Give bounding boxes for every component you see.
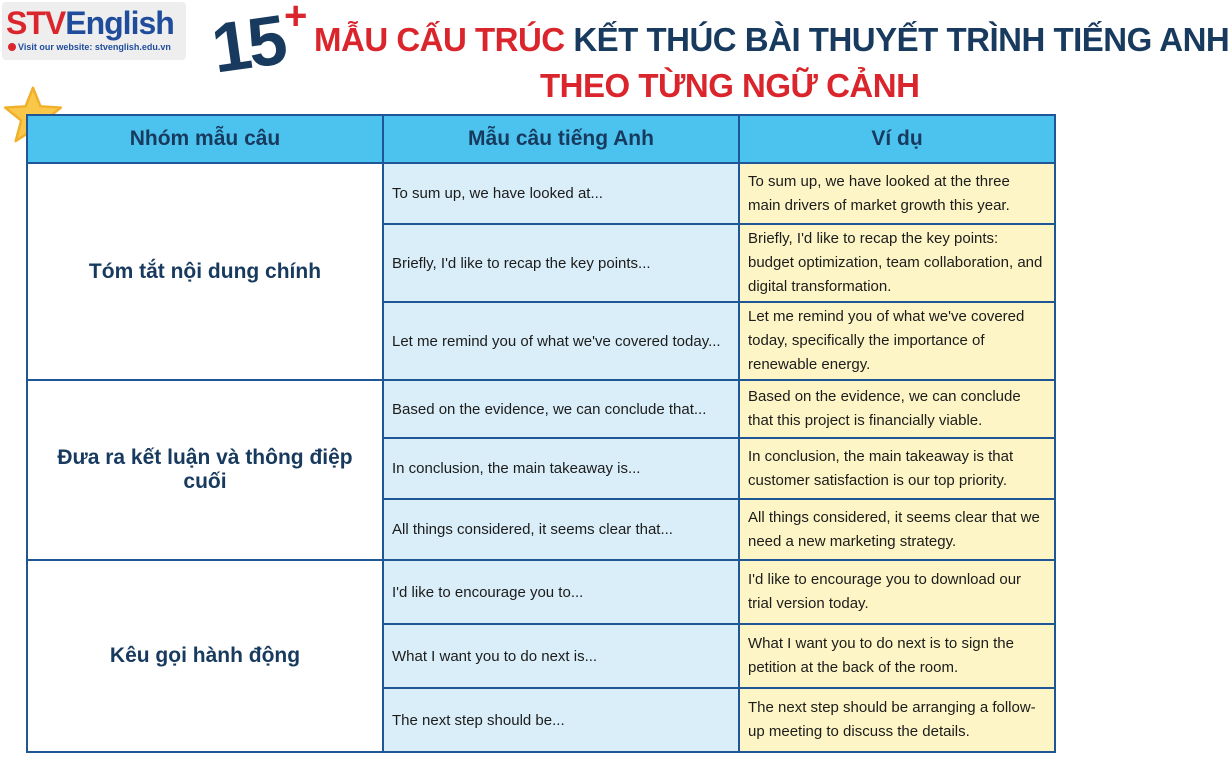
pattern-cell: Let me remind you of what we've covered today...: [383, 302, 739, 380]
example-cell: Briefly, I'd like to recap the key points: budget optimization, team collaboration, and digital transformation.: [739, 224, 1055, 302]
pattern-cell: Based on the evidence, we can conclude that...: [383, 380, 739, 438]
page-subtitle: THEO TỪNG NGỮ CẢNH: [540, 67, 920, 104]
example-cell: Based on the evidence, we can conclude that this project is financially viable.: [739, 380, 1055, 438]
pattern-cell: To sum up, we have looked at...: [383, 163, 739, 224]
title-navy-part: KẾT THÚC BÀI THUYẾT TRÌNH TIẾNG ANH: [573, 21, 1229, 58]
column-header-group: Nhóm mẫu câu: [27, 115, 383, 163]
example-cell: What I want you to do next is to sign the petition at the back of the room.: [739, 624, 1055, 688]
example-cell: I'd like to encourage you to download our trial version today.: [739, 560, 1055, 624]
brand-logo: [2, 2, 186, 60]
brand-website: Visit our website: stvenglish.edu.vn: [8, 42, 171, 52]
example-cell: All things considered, it seems clear that we need a new marketing strategy.: [739, 499, 1055, 560]
column-header-pattern: Mẫu câu tiếng Anh: [383, 115, 739, 163]
table-header-row: [27, 115, 1055, 163]
group-cell: Đưa ra kết luận và thông điệp cuối: [27, 380, 383, 560]
pattern-cell: The next step should be...: [383, 688, 739, 752]
pattern-cell: In conclusion, the main takeaway is...: [383, 438, 739, 499]
column-header-example: Ví dụ: [739, 115, 1055, 163]
table-row: [27, 380, 1055, 438]
table-row: [27, 560, 1055, 624]
pattern-cell: Briefly, I'd like to recap the key points...: [383, 224, 739, 302]
headline-number: 15: [206, 0, 289, 88]
group-cell: Kêu gọi hành động: [27, 560, 383, 752]
headline-plus: +: [284, 0, 308, 38]
table-row: [27, 163, 1055, 224]
group-cell: Tóm tắt nội dung chính: [27, 163, 383, 380]
example-cell: Let me remind you of what we've covered today, specifically the importance of renewable energy.: [739, 302, 1055, 380]
brand-name: STVEnglish: [6, 5, 174, 41]
example-cell: The next step should be arranging a follow-up meeting to discuss the details.: [739, 688, 1055, 752]
globe-icon: [8, 43, 16, 51]
page-title: [314, 20, 1229, 60]
pattern-cell: I'd like to encourage you to...: [383, 560, 739, 624]
pattern-cell: What I want you to do next is...: [383, 624, 739, 688]
pattern-cell: All things considered, it seems clear that...: [383, 499, 739, 560]
example-cell: In conclusion, the main takeaway is that customer satisfaction is our top priority.: [739, 438, 1055, 499]
structure-table: [26, 114, 1056, 753]
title-red-part: MẪU CẤU TRÚC: [314, 21, 565, 58]
example-cell: To sum up, we have looked at the three main drivers of market growth this year.: [739, 163, 1055, 224]
